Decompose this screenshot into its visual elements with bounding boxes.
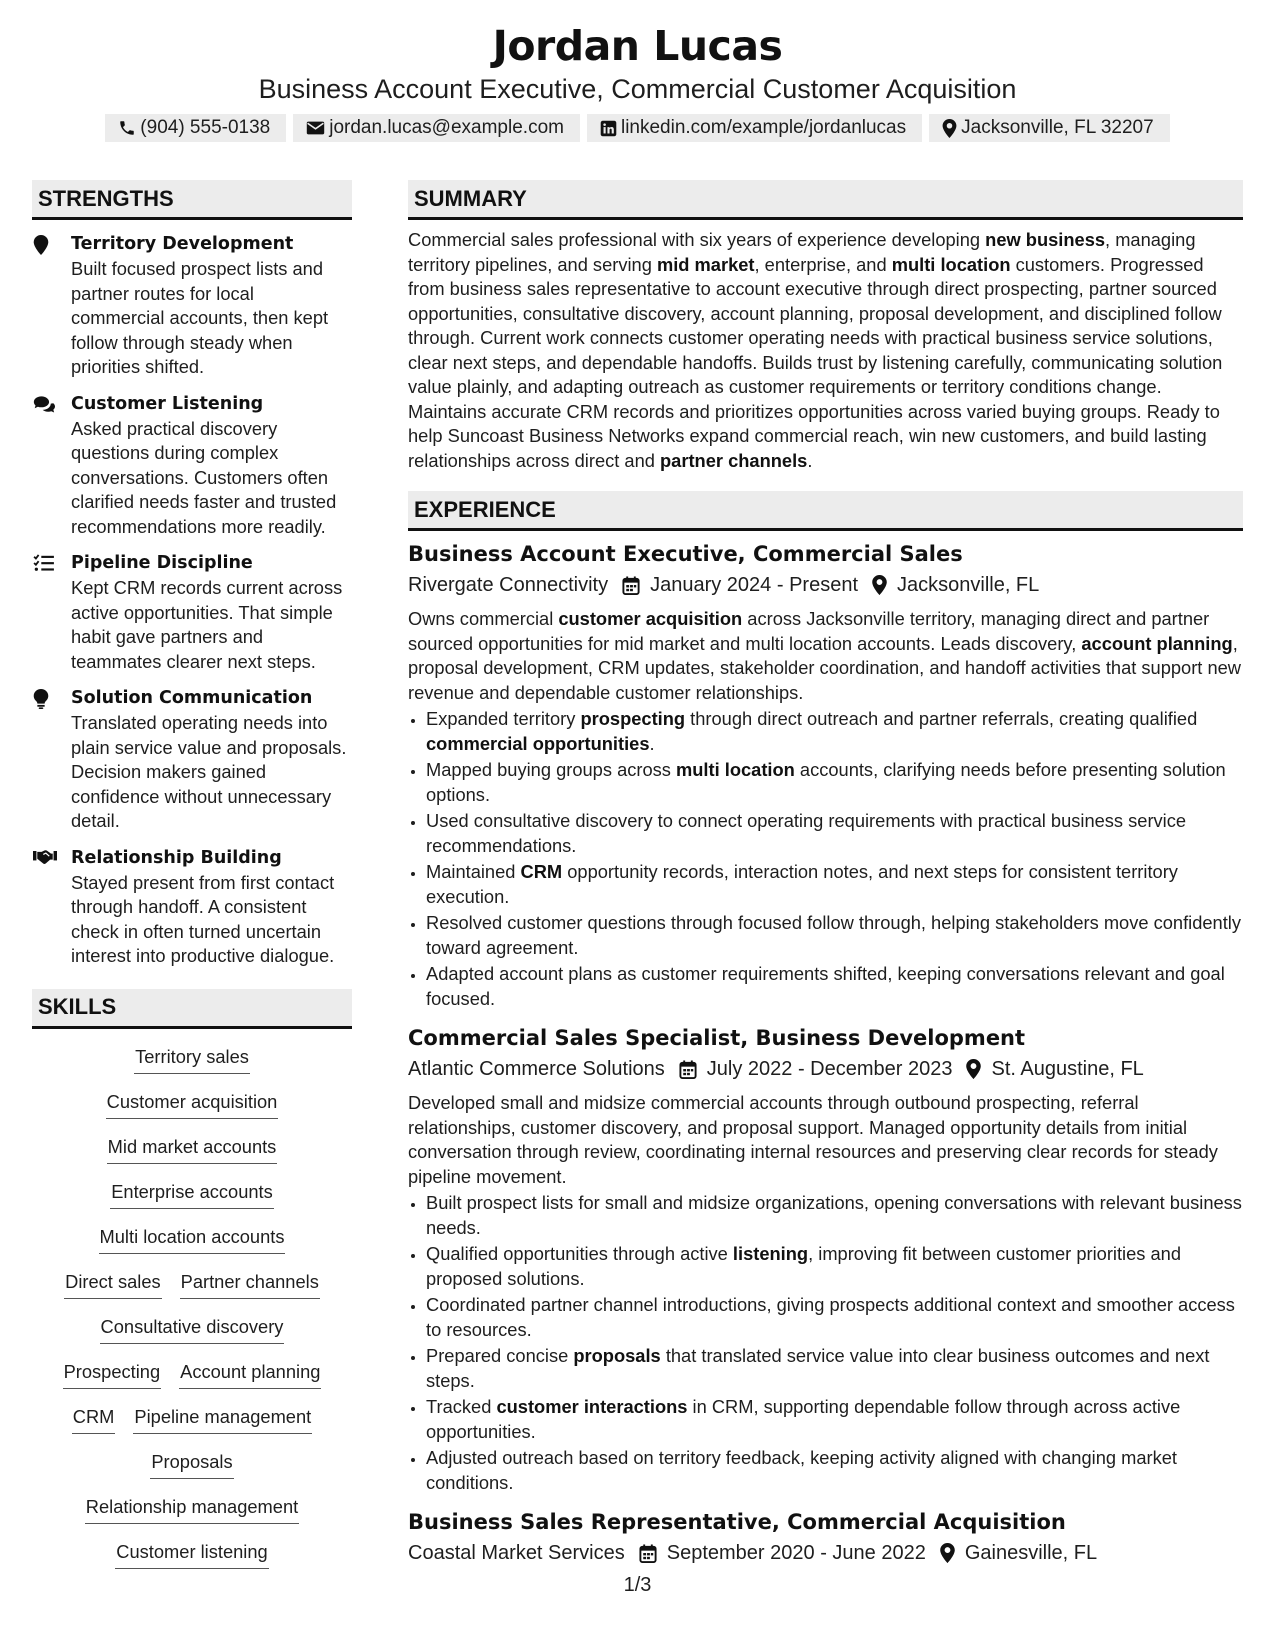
emphasis-text: mid market <box>656 253 755 275</box>
job-bullet: • Expanded territory prospecting through direct outreach and partner referrals, creating qualified commercial opportunities. <box>426 707 1243 756</box>
skill-tag: Partner channels <box>180 1270 320 1299</box>
lightbulb-icon <box>32 686 71 834</box>
summary-text: Commercial sales professional with six years of experience developing new business, managing territory pipelines, and serving mid market, enterprise, and multi location customers. Progressed from business sales representative to account executive through direct prospecting, partner sourced opportunities, consultative discovery, account planning, proposal development, and disciplined follow through. Current work connects customer operating needs with practical business service solutions, clear next steps, and dependable handoffs. Builds trust by listening carefully, communicating solution value plainly, and adapting outreach as customer requirements or territory conditions change. Maintains accurate CRM records and prioritizes opportunities across varied buying groups. Ready to help Suncoast Business Networks expand commercial reach, win new customers, and build lasting relationships across direct and partner channels. <box>408 229 1223 471</box>
linkedin-icon <box>600 120 617 137</box>
emphasis-text: multi location <box>676 759 795 780</box>
skill-row <box>107 1135 278 1180</box>
emphasis-text: customer interactions <box>496 1396 688 1417</box>
strength-title: Solution Communication <box>71 688 313 708</box>
map-pin-icon <box>966 1059 981 1079</box>
strengths-heading: STRENGTHS <box>32 180 352 220</box>
envelope-icon <box>306 120 325 136</box>
location-text: Jacksonville, FL 32207 <box>961 117 1154 138</box>
job-dates: July 2022 - December 2023 <box>706 1058 953 1080</box>
skill-row <box>110 1180 274 1225</box>
strength-title: Relationship Building <box>71 847 282 868</box>
strength-text: Stayed present from first contact through handoff. A consistent check in often turned uncertain interest into productive dialogue. <box>71 871 335 966</box>
skill-tag: Consultative discovery <box>100 1315 285 1344</box>
map-pin-icon <box>872 575 887 595</box>
left-column <box>32 180 352 1585</box>
emphasis-text: multi location <box>891 253 1011 275</box>
skill-row <box>63 1360 322 1405</box>
skill-tag: Proposals <box>150 1450 233 1479</box>
skill-tag: Customer acquisition <box>106 1090 279 1119</box>
experience-list <box>408 539 1243 1569</box>
email-text: jordan.lucas@example.com <box>329 117 564 138</box>
skill-tag: Multi location accounts <box>99 1225 286 1254</box>
job-bullet: • Used consultative discovery to connect operating requirements with practical business service recommendations. <box>426 809 1243 858</box>
strength-title: Territory Development <box>71 234 294 254</box>
linkedin-text: linkedin.com/example/jordanlucas <box>620 117 907 138</box>
checklist-icon <box>32 551 71 674</box>
phone-icon <box>118 119 136 137</box>
job-description: Developed small and midsize commercial accounts through outbound prospecting, referral relationships, customer discovery, and proposal support. Managed opportunity details from initial conversation through review, coordinating internal resources and preserving clear records for steady pipeline movement. <box>408 1092 1218 1187</box>
map-pin-icon <box>32 232 71 380</box>
skill-row <box>64 1270 320 1315</box>
strength-title: Customer Listening <box>71 393 264 414</box>
strength-text: Built focused prospect lists and partner routes for local commercial accounts, then kept follow through steady when priorities shifted. <box>71 258 329 377</box>
contact-bar <box>0 114 1275 142</box>
job-bullet: • Adjusted outreach based on territory feedback, keeping activity aligned with changing market conditions. <box>426 1446 1243 1495</box>
handshake-icon <box>32 846 71 969</box>
job-location: St. Augustine, FL <box>991 1058 1144 1080</box>
right-column <box>408 180 1243 1569</box>
job-meta <box>408 569 1243 601</box>
calendar-icon <box>679 1060 697 1079</box>
company-name: Atlantic Commerce Solutions <box>408 1058 665 1080</box>
job-bullets <box>408 1191 1243 1495</box>
strength-item <box>32 392 352 540</box>
strength-title: Pipeline Discipline <box>71 553 253 573</box>
strength-item <box>32 686 352 834</box>
emphasis-text: listening <box>732 1243 809 1264</box>
emphasis-text: partner channels <box>660 449 808 471</box>
job-title: Business Account Executive, Commercial Sales <box>408 542 963 566</box>
job-entry <box>408 1023 1243 1495</box>
skill-row <box>134 1045 250 1090</box>
strengths-list <box>32 232 352 969</box>
strength-item <box>32 846 352 969</box>
strength-text: Translated operating needs into plain service value and proposals. Decision makers gained confidence without unnecessary detail. <box>71 712 347 831</box>
map-pin-icon <box>942 119 957 138</box>
skill-row <box>100 1315 285 1360</box>
job-location: Gainesville, FL <box>964 1542 1098 1564</box>
skill-tag: Territory sales <box>134 1045 250 1074</box>
skill-tag: CRM <box>72 1405 116 1434</box>
emphasis-text: new business <box>985 229 1106 250</box>
page-number: 1/3 <box>623 1574 652 1596</box>
skill-tag: Prospecting <box>63 1360 162 1389</box>
strength-item <box>32 232 352 380</box>
skill-tag: Mid market accounts <box>107 1135 278 1164</box>
skills-heading: SKILLS <box>32 989 352 1029</box>
phone-text: (904) 555-0138 <box>140 117 271 138</box>
contact-email[interactable] <box>293 114 580 142</box>
skill-tag: Pipeline management <box>133 1405 312 1434</box>
skill-tag: Direct sales <box>64 1270 162 1299</box>
contact-phone[interactable] <box>105 114 286 142</box>
skill-row <box>150 1450 233 1495</box>
job-bullet: • Qualified opportunities through active listening, improving fit between customer priorities and proposed solutions. <box>426 1242 1243 1291</box>
job-bullet: • Mapped buying groups across multi location accounts, clarifying needs before presenting solution options. <box>426 758 1243 807</box>
candidate-headline: Business Account Executive, Commercial Customer Acquisition <box>258 74 1017 104</box>
skill-tag: Relationship management <box>85 1495 299 1524</box>
job-dates: January 2024 - Present <box>650 574 858 596</box>
job-bullet: • Maintained CRM opportunity records, interaction notes, and next steps for consistent territory execution. <box>426 860 1243 909</box>
skill-tag: Customer listening <box>115 1540 268 1569</box>
job-title: Commercial Sales Specialist, Business Development <box>408 1026 1026 1050</box>
job-entry <box>408 1507 1243 1569</box>
job-description: Owns commercial customer acquisition across Jacksonville territory, managing direct and partner sourced opportunities for mid market and multi location accounts. Leads discovery, account planning, proposal development, CRM updates, stakeholder coordination, and handoff activities that support new revenue and dependable customer relationships. <box>408 608 1241 703</box>
calendar-icon <box>639 1544 657 1563</box>
skill-row <box>99 1225 286 1270</box>
map-pin-icon <box>940 1543 955 1563</box>
job-bullet: • Resolved customer questions through focused follow through, helping stakeholders move confidently toward agreement. <box>426 911 1243 960</box>
emphasis-text: account planning <box>1081 632 1233 654</box>
job-bullet: • Prepared concise proposals that translated service value into clear business outcomes and next steps. <box>426 1344 1243 1393</box>
skill-row <box>106 1090 279 1135</box>
emphasis-text: prospecting <box>580 708 686 729</box>
job-dates: September 2020 - June 2022 <box>666 1542 926 1564</box>
skills-list <box>32 1045 352 1585</box>
strength-text: Kept CRM records current across active opportunities. That simple habit gave partners and teammates clearer next steps. <box>71 577 343 672</box>
contact-linkedin[interactable] <box>587 114 922 142</box>
job-meta <box>408 1053 1243 1085</box>
job-bullet: • Tracked customer interactions in CRM, supporting dependable follow through across active opportunities. <box>426 1395 1243 1444</box>
job-meta <box>408 1537 1243 1569</box>
emphasis-text: proposals <box>573 1345 661 1366</box>
job-entry <box>408 539 1243 1011</box>
chat-bubbles-icon <box>32 392 71 540</box>
job-bullet: • Built prospect lists for small and midsize organizations, opening conversations with relevant business needs. <box>426 1191 1243 1240</box>
emphasis-text: CRM <box>520 861 563 882</box>
candidate-name: Jordan Lucas <box>492 22 783 70</box>
strength-text: Asked practical discovery questions during complex conversations. Customers often clarified needs faster and trusted recommendations more readily. <box>71 417 337 537</box>
job-bullets <box>408 707 1243 1011</box>
job-location: Jacksonville, FL <box>897 574 1040 596</box>
job-bullet: • Coordinated partner channel introductions, giving prospects additional context and smoother access to resources. <box>426 1293 1243 1342</box>
skill-row <box>72 1405 312 1450</box>
emphasis-text: customer acquisition <box>558 608 743 629</box>
calendar-icon <box>622 576 640 595</box>
summary-heading: SUMMARY <box>408 180 1243 220</box>
skill-row <box>85 1495 299 1540</box>
emphasis-text: commercial opportunities <box>426 732 650 754</box>
contact-location <box>929 114 1170 142</box>
job-title: Business Sales Representative, Commercial Acquisition <box>408 1510 1066 1534</box>
strength-item <box>32 551 352 674</box>
skill-tag: Account planning <box>179 1360 321 1389</box>
job-bullet: • Adapted account plans as customer requirements shifted, keeping conversations relevant and goal focused. <box>426 962 1243 1011</box>
experience-heading: EXPERIENCE <box>408 491 1243 531</box>
skill-tag: Enterprise accounts <box>110 1180 274 1209</box>
company-name: Coastal Market Services <box>408 1542 625 1564</box>
company-name: Rivergate Connectivity <box>408 574 609 596</box>
